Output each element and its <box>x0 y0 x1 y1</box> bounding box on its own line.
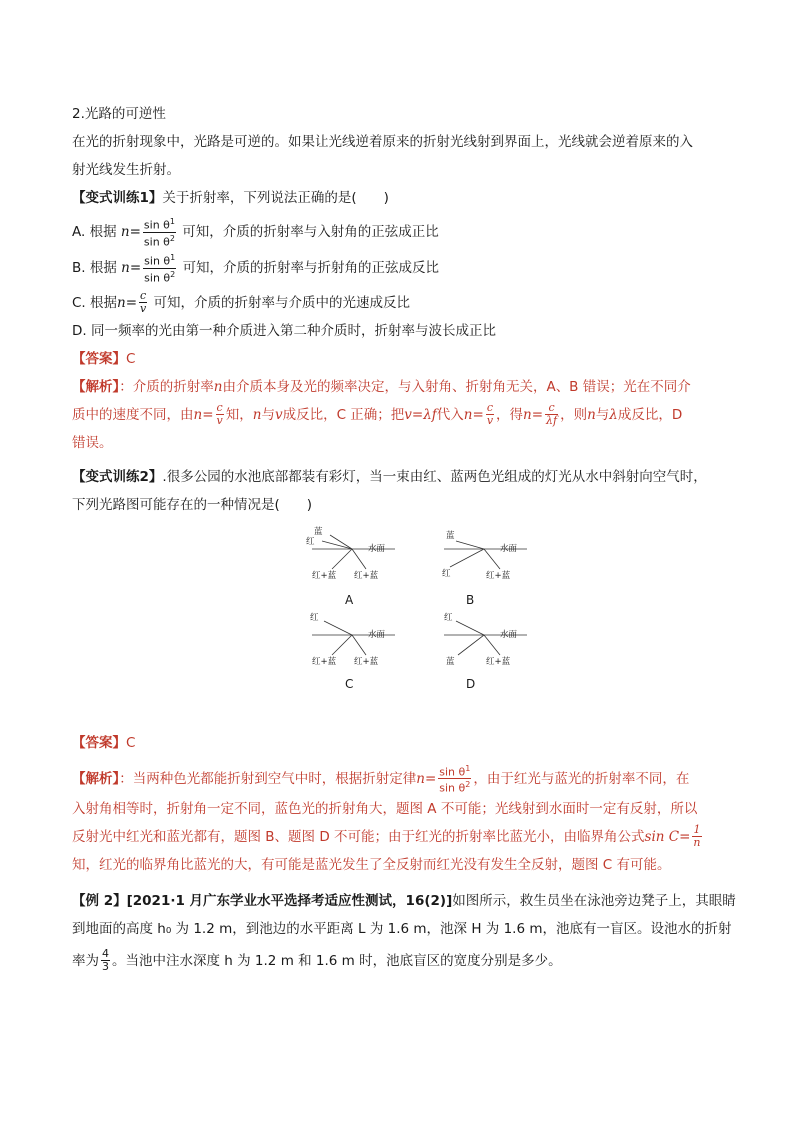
fraction-c-over-v: $\frac{c}{v}$ <box>140 289 147 316</box>
page-content <box>72 100 736 975</box>
diagram-a: 蓝 红 水面 红+蓝 红+蓝 <box>300 527 410 587</box>
exercise-2-analysis-line-1: 【解析】：当两种色光都能折射到空气中时，根据折射定律n= $\frac{\sin \theta^1}{\sin \theta^2}$ ，由于红光与蓝光的折射率不同，在 <box>72 763 690 795</box>
exercise-1-question <box>72 184 724 212</box>
exercise-2-analysis-line-4: 知，红光的临界角比蓝光的大，有可能是蓝光发生了全反射而红光没有发生全反射，题图 C 有可能。 <box>72 856 671 873</box>
exercise-1-analysis-line-3: 错误。 <box>72 434 113 451</box>
example-2-line-1: 【例 2】[2021·1 月广东学业水平选择考适应性测试，16(2)]如图所示，救生员坐在泳池旁边凳子上，其眼睛 <box>72 892 736 909</box>
exercise-2-analysis-line-3: 反射光中红光和蓝光都有，题图 B、题图 D 不可能；由于红光的折射率比蓝光小，由临界角公式sin C= $\frac{1}{n}$ <box>72 823 701 850</box>
exercise-1-answer: 【答案】C <box>72 350 136 367</box>
diagram-c: 红 水面 红+蓝 红+蓝 <box>300 613 410 673</box>
exercise-1-tag: 【变式训练1】 <box>72 190 163 206</box>
diagram-b: 蓝 水面 红 红+蓝 <box>432 527 542 587</box>
reversibility-line-1: 在光的折射现象中，光路是可逆的。如果让光线逆着原来的折射光线射到界面上，光线就会逆着原来的入 <box>72 134 693 150</box>
exercise-2-answer: 【答案】C <box>72 734 136 751</box>
exercise-2-question-line-1: 【变式训练2】.很多公园的水池底部都装有彩灯，当一束由红、蓝两色光组成的灯光从水中斜射向空气时， <box>72 468 707 485</box>
diagram-d: 红 水面 蓝 红+蓝 <box>432 613 542 673</box>
fraction-sin-ratio: $\frac{\sin \theta^1}{\sin \theta^2}$ <box>143 217 175 249</box>
example-2-line-3: 率为 $\frac{4}{3}$ 。当池中注水深度 h 为 1.2 m 和 1.6 m 时，池底盲区的宽度分别是多少。 <box>72 947 562 974</box>
diagram-a-caption: A <box>345 592 354 607</box>
section-title: 2.光路的可逆性 <box>72 106 166 122</box>
example-2-line-2: 到地面的高度 h₀ 为 1.2 m，到池边的水平距离 L 为 1.6 m，池深 H 为 1.6 m，池底有一盲区。设池水的折射 <box>72 920 732 937</box>
exercise-1-question-text: 关于折射率，下列说法正确的是( ) <box>162 190 389 206</box>
fraction-4-over-3: $\frac{4}{3}$ <box>102 947 109 974</box>
option-a: A. 根据 n= $\frac{\sin \theta^1}{\sin \theta^2}$ 可知，介质的折射率与入射角的正弦成正比 <box>72 217 439 249</box>
option-b: B. 根据 n= $\frac{\sin \theta^1}{\sin \theta^2}$ 可知，介质的折射率与折射角的正弦成反比 <box>72 253 440 285</box>
fraction-sin-ratio: $\frac{\sin \theta^1}{\sin \theta^2}$ <box>144 253 176 285</box>
light-path-diagrams <box>72 521 724 729</box>
exercise-1-analysis-line-1: 【解析】：介质的折射率n由介质本身及光的频率决定，与入射角、折射角无关，A、B 错误；光在不同介 <box>72 378 691 395</box>
diagram-c-caption: C <box>345 676 354 691</box>
exercise-1-analysis-line-2: 质中的速度不同，由n= $\frac{c}{v}$ 知，n与v成反比，C 正确；把v=λf代入n= $\frac{c}{v}$ ，得n= $\frac{c}{\lambda f}$ ，则n与λ成反比，D <box>72 401 683 428</box>
exercise-2-question-line-2: 下列光路图可能存在的一种情况是( ) <box>72 496 313 513</box>
reversibility-line-2: 射光线发生折射。 <box>72 162 180 178</box>
exercise-2-analysis-line-2: 入射角相等时，折射角一定不同，蓝色光的折射角大，题图 A 不可能；光线射到水面时一定有反射，所以 <box>72 800 698 817</box>
diagram-d-caption: D <box>466 676 476 691</box>
diagram-b-caption: B <box>466 592 475 607</box>
option-c: C. 根据n= $\frac{c}{v}$ 可知，介质的折射率与介质中的光速成反比 <box>72 289 411 316</box>
option-d: D. 同一频率的光由第一种介质进入第二种介质时，折射率与波长成正比 <box>72 322 496 339</box>
